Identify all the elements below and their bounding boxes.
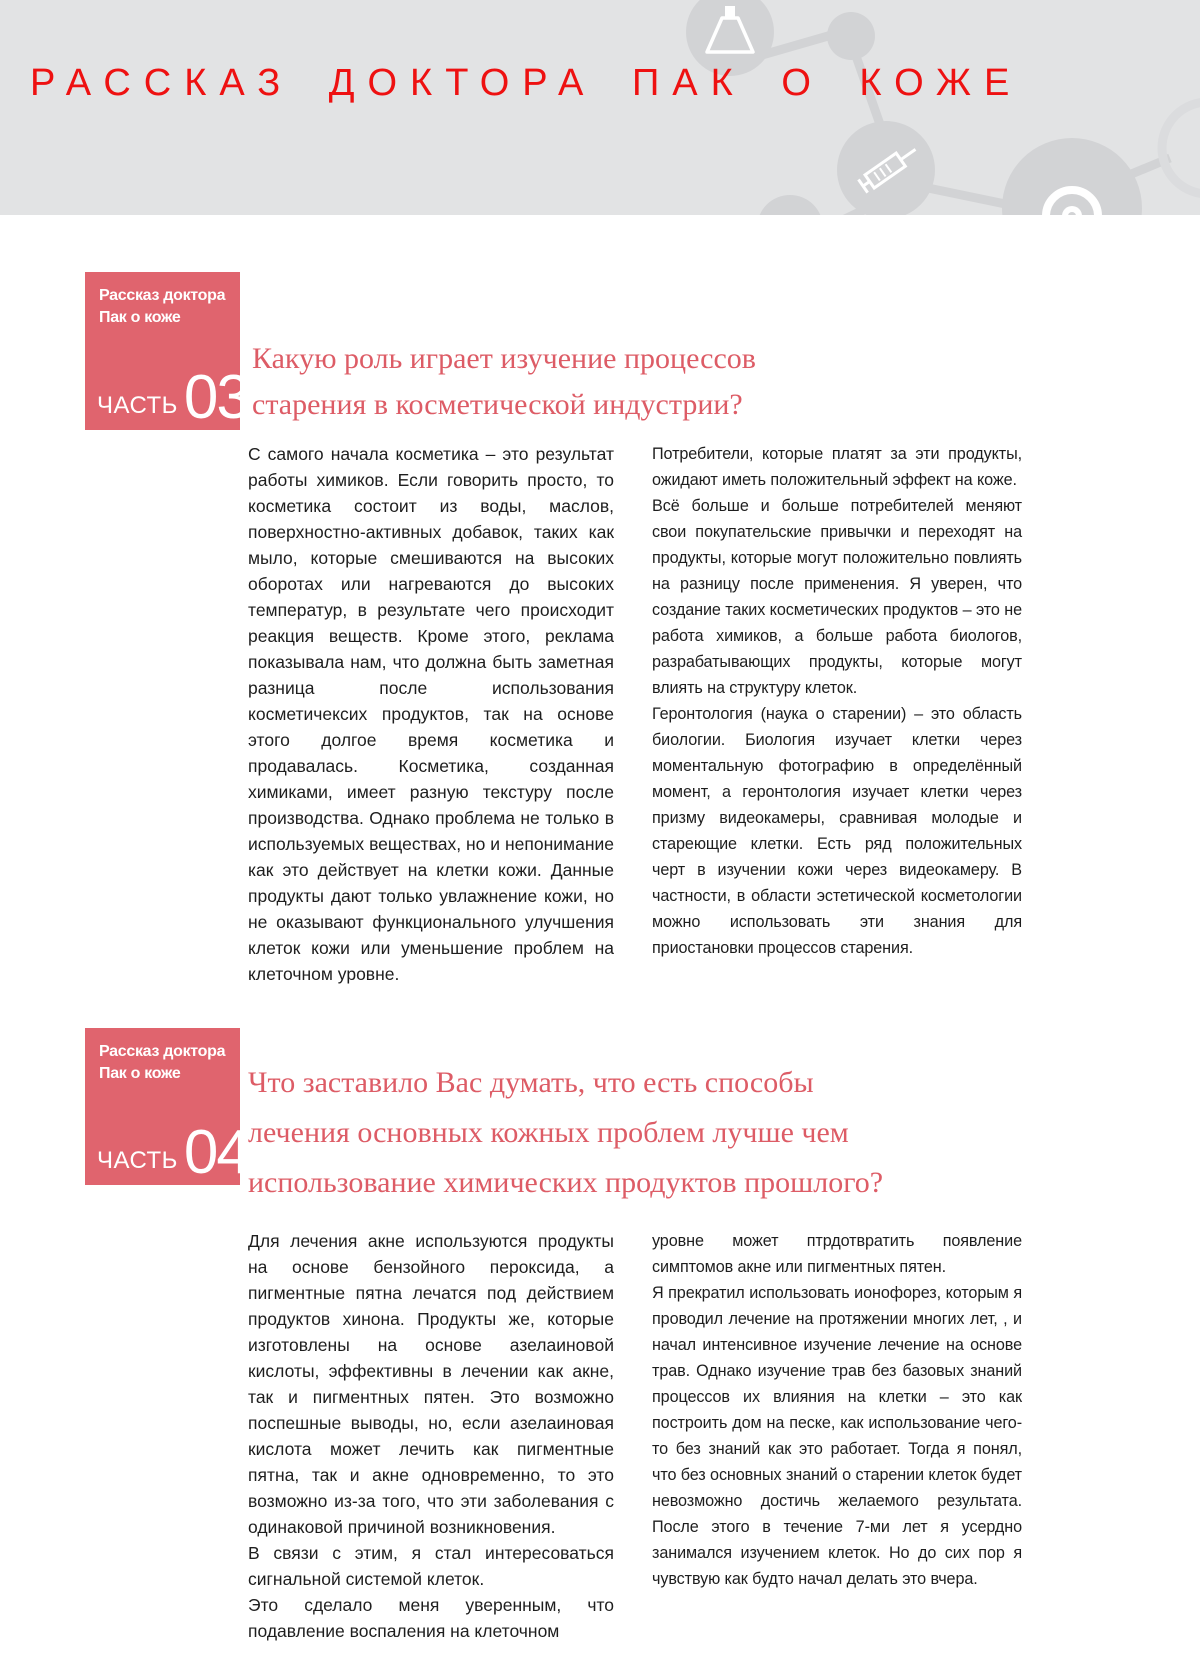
badge-label-line2: Пак о коже — [99, 309, 181, 326]
molecule-node — [1002, 138, 1142, 215]
part-word: ЧАСТЬ — [97, 392, 178, 419]
body-paragraph: Потребители, которые платят за эти продукты, ожидают иметь положительный эффект на коже. — [652, 445, 1022, 489]
body-paragraph: Всё больше и больше потребителей меняют свои покупательские привычки и переходят на продукты, которые могут положительно повлиять на разницу после применения. Я уверен, что создание таких косметических продуктов – это не работа химиков, а больше работа биологов, разрабатывающих продукты, которые могут влиять на структуру клеток. — [652, 497, 1022, 697]
molecule-node — [837, 121, 935, 215]
page-header-banner — [0, 0, 1200, 215]
part-04-badge-bottom — [97, 1118, 249, 1187]
body-paragraph: С самого начала косметика – это результат работы химиков. Если говорить просто, то косметика состоит из воды, маслов, поверхностно-активных добавок, таких как мыло, которые смешиваются на высоких оборотах или нагреваются до высоких температур, в результате чего происходит реакция веществ. Кроме этого, реклама показывала нам, что должна быть заметная разница после использования косметичексих продуктов, так на основе этого долгое время косметика и продавалась. Косметика, созданная химиками, имеет разную текстуру после производства. Однако проблема не только в используемых веществах, но и непонимание как это действует на клетки кожи. Данные продукты дают только увлажнение кожи, но не оказывают функционального улучшения клеток кожи или уменьшение проблем на клеточном уровне. — [248, 444, 614, 984]
part-03-badge-label — [99, 285, 225, 329]
molecule-decoration — [0, 0, 1200, 215]
body-paragraph: В связи с этим, я стал интересоваться сигнальной системой клеток. — [248, 1543, 614, 1589]
part-number: 03 — [183, 363, 249, 432]
part-word: ЧАСТЬ — [97, 1147, 178, 1174]
badge-label-line1: Рассказ доктора — [99, 1043, 226, 1060]
part-04-right-column — [652, 1228, 1022, 1592]
part-03-badge-bottom — [97, 363, 249, 432]
question-line: Что заставило Вас думать, что есть способы — [248, 1066, 814, 1099]
part-03-right-column — [652, 441, 1022, 961]
part-04-left-column — [248, 1228, 614, 1644]
part-04-question — [248, 1058, 968, 1208]
badge-label-line2: Пак о коже — [99, 1065, 181, 1082]
question-line: использование химических продуктов прошлого? — [248, 1166, 884, 1199]
part-03-left-column — [248, 441, 614, 987]
part-number: 04 — [183, 1118, 249, 1187]
page-title: РАССКАЗ ДОКТОРА ПАК О КОЖЕ — [30, 62, 1023, 104]
part-03-badge — [85, 272, 249, 432]
part-03-question — [252, 336, 892, 428]
part-04-badge-label — [99, 1041, 225, 1085]
part-04-badge — [85, 1028, 249, 1187]
badge-label-line1: Рассказ доктора — [99, 287, 226, 304]
molecule-node — [757, 195, 823, 215]
question-line: старения в косметической индустрии? — [252, 388, 743, 421]
body-paragraph: Для лечения акне используются продукты на основе бензойного пероксида, а пигментные пятна лечатся под действием продуктов хинона. Продукты же, которые изготовлены на основе азелаиновой кислоты, эффективны в лечении как акне, так и пигментных пятен. Это возможно поспешные выводы, но, если азелаиновая кислота может лечить как пигментные пятна, так и акне одновременно, то это возможно из-за того, что эти заболевания с одинаковой причиной возникновения. — [248, 1231, 614, 1537]
body-paragraph: Геронтология (наука о старении) – это область биологии. Биология изучает клетки через моментальную фотографию в определённый момент, а геронтология изучает клетки через призму видеокамеры, сравнивая молодые и стареющие клетки. Есть ряд положительных черт в изучении кожи через видеокамеру. В частности, в области эстетической косметологии можно использовать эти знания для приостановки процессов старения. — [652, 705, 1022, 957]
body-paragraph: Это сделало меня уверенным, что подавление воспаления на клеточном — [248, 1595, 614, 1641]
question-line: лечения основных кожных проблем лучше чем — [248, 1116, 849, 1149]
question-line: Какую роль играет изучение процессов — [252, 342, 756, 375]
molecule-node-faint — [1162, 102, 1200, 194]
body-paragraph: Я прекратил использовать ионофорез, которым я проводил лечение на протяжении многих лет, , и начал интенсивное изучение лечение на основе трав. Однако изучение трав без базовых знаний процессов их влияния на клетки – это как построить дом на песке, как использование чего-то без знаний как это работает. Тогда я понял, что без основных знаний о старении клеток будет невозможно достичь желаемого результата. После этого в течение 7-ми лет я усердно занимался изучением клеток. Но до сих пор я чувствую как будто начал делать это вчера. — [652, 1284, 1022, 1588]
body-paragraph: уровне может птрдотвратить появление симптомов акне или пигментных пятен. — [652, 1232, 1022, 1276]
molecule-node — [827, 12, 875, 60]
